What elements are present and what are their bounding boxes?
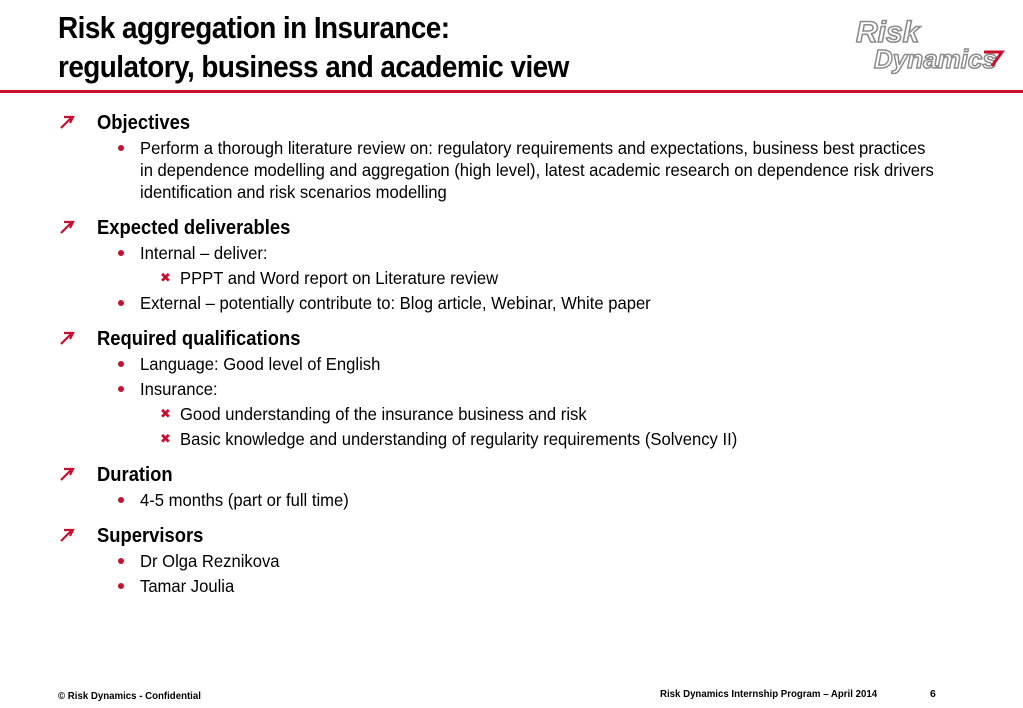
red-arrow-bullet-icon xyxy=(60,467,76,481)
bullet-item xyxy=(0,242,1023,264)
dot-bullet-icon xyxy=(118,386,124,392)
x-mark-bullet-icon: ✖ xyxy=(160,271,171,286)
bullet-item xyxy=(0,489,1023,511)
dot-bullet-icon xyxy=(118,583,124,589)
bullet-text: 4-5 months (part or full time) xyxy=(140,490,349,510)
dot-bullet-icon xyxy=(118,300,124,306)
section xyxy=(0,525,1023,597)
bullet-text: Internal – deliver: xyxy=(140,243,268,263)
dot-bullet-icon xyxy=(118,145,124,151)
bullet-item xyxy=(0,550,1023,572)
x-mark-bullet-icon: ✖ xyxy=(160,407,171,422)
red-arrow-bullet-icon xyxy=(60,220,76,234)
bullet-text: External – potentially contribute to: Blog article, Webinar, White paper xyxy=(140,293,651,313)
section-title: Supervisors xyxy=(97,525,204,547)
section-title: Required qualifications xyxy=(97,328,301,350)
logo-word-risk: Risk xyxy=(856,16,920,49)
slide-content xyxy=(0,112,1023,611)
bullet-item xyxy=(0,575,1023,597)
footer-program: Risk Dynamics Internship Program – April 2014 xyxy=(660,688,878,700)
bullet-text: Perform a thorough literature review on: regulatory requirements and expectations, business best practices in dependence modelling and aggregation (high level), latest academic research on dependence risk drivers identification and risk scenarios modelling xyxy=(140,138,934,202)
bullet-item xyxy=(0,378,1023,400)
section xyxy=(0,112,1023,203)
section-header xyxy=(0,217,1023,242)
slide-title xyxy=(58,8,742,86)
bullet-text: Tamar Joulia xyxy=(140,576,235,596)
dot-bullet-icon xyxy=(118,558,124,564)
sub-bullet-text: Basic knowledge and understanding of regularity requirements (Solvency II) xyxy=(180,429,738,449)
red-arrow-bullet-icon xyxy=(60,115,76,129)
dot-bullet-icon xyxy=(118,497,124,503)
dot-bullet-icon xyxy=(118,250,124,256)
bullet-text: Insurance: xyxy=(140,379,218,399)
slide-title-line1: Risk aggregation in Insurance: xyxy=(58,10,450,45)
sub-bullet-text: PPPT and Word report on Literature review xyxy=(180,268,499,288)
risk-dynamics-logo xyxy=(852,14,1012,76)
sub-bullet-item xyxy=(0,403,1023,425)
bullet-text: Language: Good level of English xyxy=(140,354,381,374)
bullet-item xyxy=(0,137,1023,203)
section-header xyxy=(0,328,1023,353)
logo-word-dynamics: Dynamics xyxy=(874,44,997,74)
bullet-item xyxy=(0,353,1023,375)
red-arrow-bullet-icon xyxy=(60,331,76,345)
sub-bullet-item xyxy=(0,428,1023,450)
section-header xyxy=(0,525,1023,550)
section xyxy=(0,328,1023,450)
section-title: Expected deliverables xyxy=(97,217,291,239)
section-header xyxy=(0,112,1023,137)
footer-copyright: © Risk Dynamics - Confidential xyxy=(58,690,201,702)
page-number: 6 xyxy=(930,688,936,700)
dot-bullet-icon xyxy=(118,361,124,367)
title-divider xyxy=(0,90,1023,93)
bullet-text: Dr Olga Reznikova xyxy=(140,551,280,571)
section-title: Objectives xyxy=(97,112,191,134)
section xyxy=(0,217,1023,314)
bullet-item xyxy=(0,292,1023,314)
red-arrow-bullet-icon xyxy=(60,528,76,542)
section xyxy=(0,464,1023,511)
x-mark-bullet-icon: ✖ xyxy=(160,432,171,447)
section-title: Duration xyxy=(97,464,173,486)
section-header xyxy=(0,464,1023,489)
sub-bullet-item xyxy=(0,267,1023,289)
sub-bullet-text: Good understanding of the insurance business and risk xyxy=(180,404,587,424)
slide-title-line2: regulatory, business and academic view xyxy=(58,49,569,84)
